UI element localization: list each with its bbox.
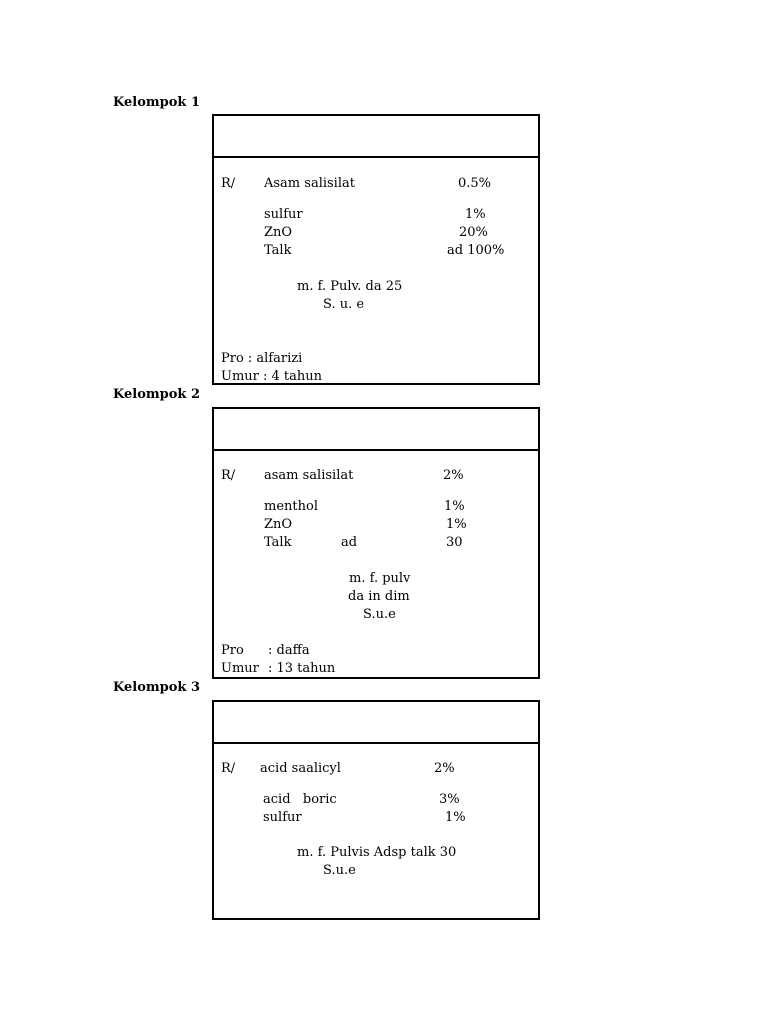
ingredient-amount: 30	[446, 535, 463, 550]
ingredient-name: Talk	[264, 243, 292, 258]
prescription-header-2	[214, 409, 538, 451]
group-2-label: Kelompok 2	[113, 387, 200, 402]
ingredient-amount: 1%	[445, 810, 466, 825]
instruction-line: m. f. Pulv. da 25	[297, 279, 403, 294]
ingredient-name: Talk	[264, 535, 292, 550]
ingredient-name: asam salisilat	[264, 468, 354, 483]
prescription-box-3	[212, 700, 540, 920]
instruction-line: da in dim	[348, 589, 410, 604]
ingredient-ad: ad	[341, 535, 358, 550]
ingredient-name: Asam salisilat	[264, 176, 355, 191]
patient-name: Pro : alfarizi	[221, 351, 303, 366]
ingredient-name: ZnO	[264, 517, 293, 532]
rx-symbol: R/	[221, 176, 236, 191]
ingredient-amount: 2%	[434, 761, 455, 776]
ingredient-amount: 1%	[465, 207, 486, 222]
ingredient-amount: 1%	[444, 499, 465, 514]
ingredient-amount: 3%	[439, 792, 460, 807]
instruction-line: S.u.e	[363, 607, 396, 622]
ingredient-name: sulfur	[263, 810, 302, 825]
patient-age: : 13 tahun	[268, 661, 336, 676]
prescription-header-3	[214, 702, 538, 744]
ingredient-name: menthol	[264, 499, 318, 514]
ingredient-amount: 2%	[443, 468, 464, 483]
patient-name-label: Pro	[221, 643, 244, 658]
ingredient-name: acid saalicyl	[260, 761, 341, 776]
patient-age-label: Umur	[221, 661, 259, 676]
ingredient-amount: ad 100%	[447, 243, 505, 258]
group-1-label: Kelompok 1	[113, 95, 200, 110]
prescription-box-1	[212, 114, 540, 385]
prescription-header-1	[214, 116, 538, 158]
patient-name: : daffa	[268, 643, 310, 658]
ingredient-amount: 20%	[459, 225, 488, 240]
instruction-line: m. f. pulv	[349, 571, 411, 586]
rx-symbol: R/	[221, 761, 236, 776]
ingredient-name: ZnO	[264, 225, 293, 240]
rx-symbol: R/	[221, 468, 236, 483]
instruction-line: S.u.e	[323, 863, 356, 878]
ingredient-amount: 1%	[446, 517, 467, 532]
instruction-line: m. f. Pulvis Adsp talk 30	[297, 845, 457, 860]
ingredient-name: sulfur	[264, 207, 303, 222]
patient-age: Umur : 4 tahun	[221, 369, 323, 384]
instruction-line: S. u. e	[323, 297, 365, 312]
prescription-box-2	[212, 407, 540, 679]
ingredient-name: acid boric	[263, 792, 337, 807]
ingredient-amount: 0.5%	[458, 176, 492, 191]
group-3-label: Kelompok 3	[113, 680, 200, 695]
